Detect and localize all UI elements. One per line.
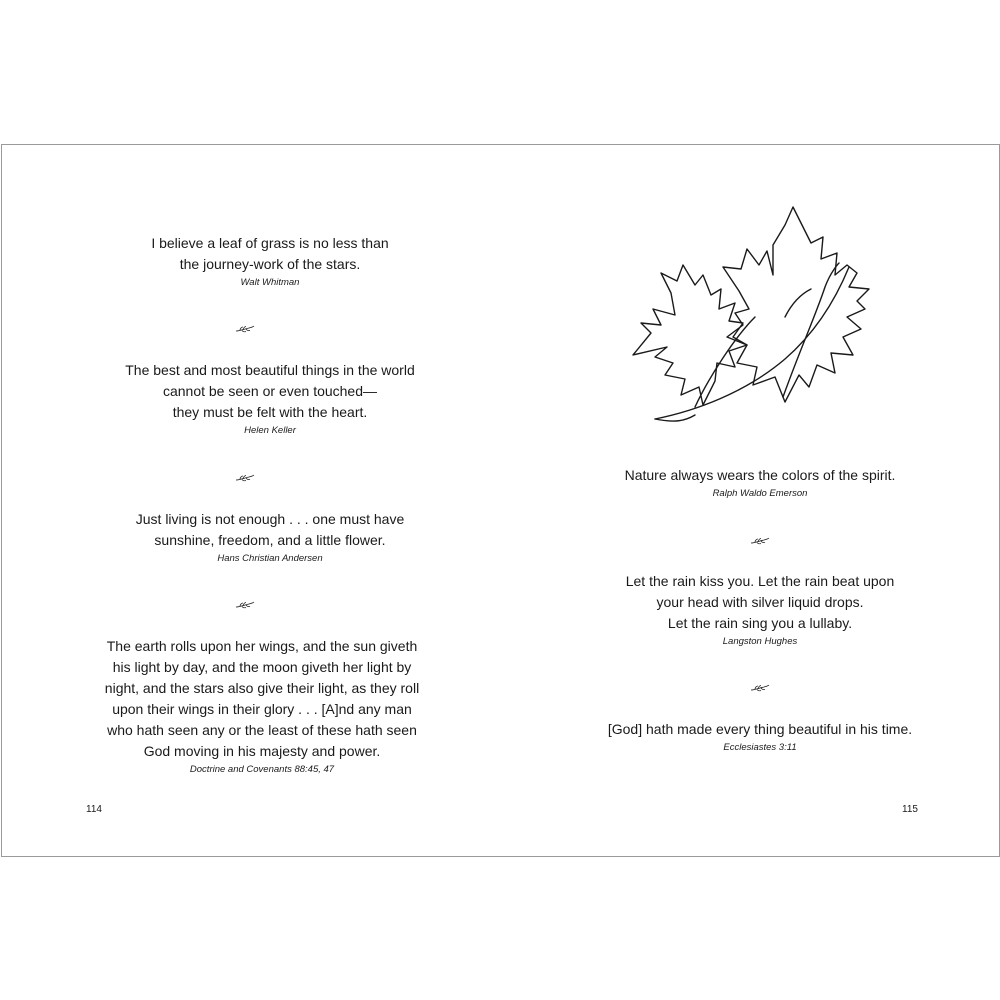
quote-text: I believe a leaf of grass is no less than the journey-work of the stars. <box>151 235 389 272</box>
quote-ecclesiastes <box>550 719 970 755</box>
book-spread <box>1 144 1000 857</box>
quote-author: Ralph Waldo Emerson <box>712 488 808 499</box>
quote-author: Doctrine and Covenants 88:45, 47 <box>189 764 335 775</box>
page-number: 115 <box>902 804 918 815</box>
quote-text: Just living is not enough . . . one must have sunshine, freedom, and a little flower. <box>135 511 405 548</box>
quote-author: Walt Whitman <box>240 277 300 288</box>
quote-text: Let the rain kiss you. Let the rain beat upon your head with silver liquid drops. Let the rain sing you a lullaby. <box>625 573 895 631</box>
leaf-sprig-ornament-icon <box>750 684 770 692</box>
quote-doctrine <box>32 636 492 777</box>
quote-andersen <box>40 509 500 566</box>
quote-whitman <box>60 233 480 290</box>
quote-text: [God] hath made every thing beautiful in his time. <box>607 721 913 737</box>
maple-leaves-line-drawing-icon <box>625 197 895 427</box>
quote-text: Nature always wears the colors of the spirit. <box>624 467 896 483</box>
leaf-sprig-ornament-icon <box>235 601 255 609</box>
quote-author: Langston Hughes <box>722 636 798 647</box>
quote-emerson <box>550 465 970 501</box>
quote-text: The earth rolls upon her wings, and the sun giveth his light by day, and the moon giveth her light by night, and the stars also give their light, as they roll upon their wings in their glory . . . [A]nd any man who hath seen any or the least of these hath seen God moving in his majesty and power. <box>104 638 420 759</box>
quote-author: Ecclesiastes 3:11 <box>723 742 797 753</box>
right-page <box>500 145 998 856</box>
quote-author: Hans Christian Andersen <box>217 553 323 564</box>
quote-keller <box>40 360 500 438</box>
leaf-sprig-ornament-icon <box>235 325 255 333</box>
quote-hughes <box>550 571 970 649</box>
leaf-sprig-ornament-icon <box>750 537 770 545</box>
quote-text: The best and most beautiful things in the world cannot be seen or even touched— they must be felt with the heart. <box>125 362 415 420</box>
left-page <box>2 145 500 856</box>
leaf-sprig-ornament-icon <box>235 474 255 482</box>
quote-author: Helen Keller <box>244 425 296 436</box>
page-number: 114 <box>86 804 102 815</box>
